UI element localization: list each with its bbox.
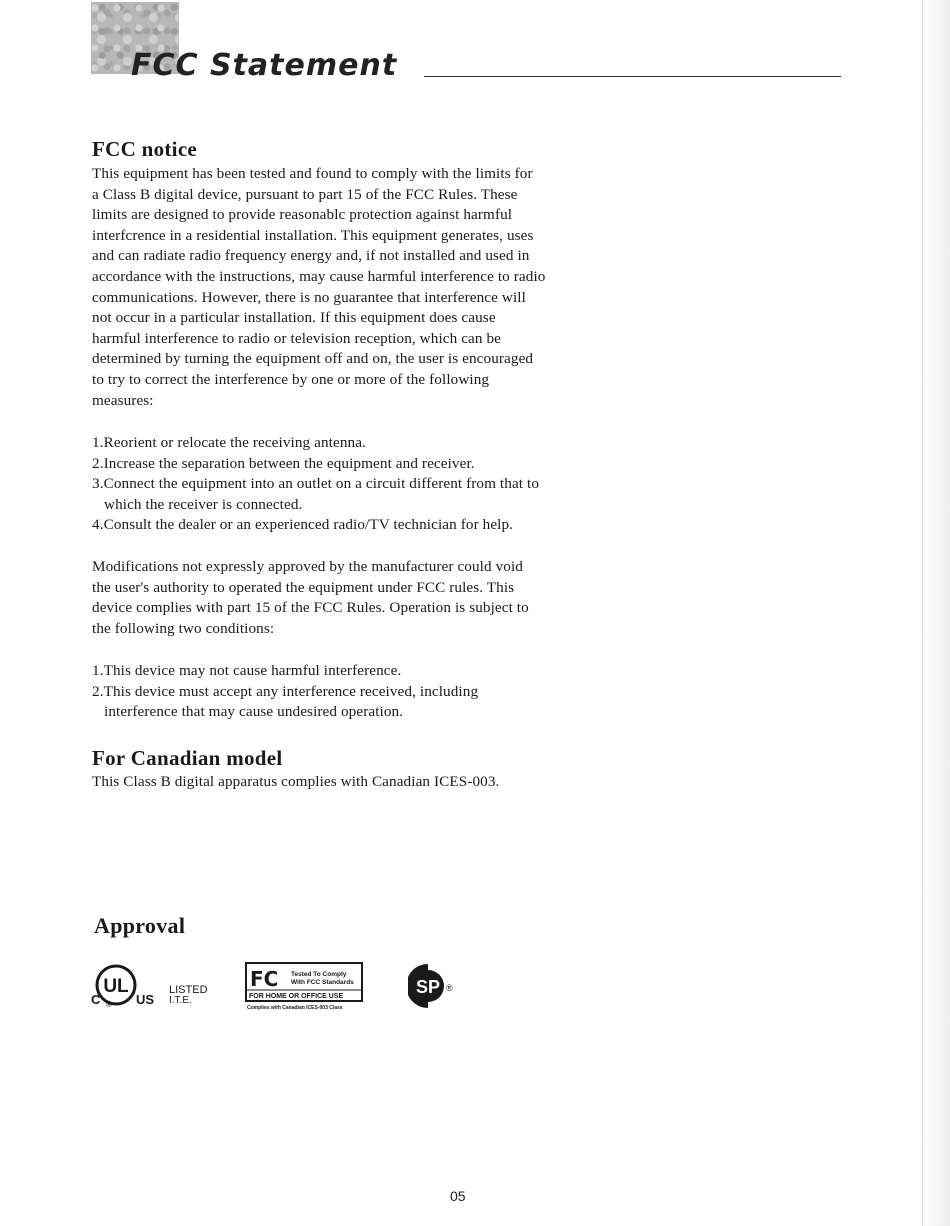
ul-listed-logo	[90, 960, 210, 1014]
canadian-heading: For Canadian model	[92, 746, 283, 770]
text-line: the user's authority to operated the equipment under FCC rules. This	[92, 578, 515, 596]
fcc-notice-heading: FCC notice	[92, 137, 198, 161]
csa-logo	[408, 962, 458, 1010]
ul-c-text: C	[91, 992, 101, 1007]
text-line: the following two conditions:	[92, 619, 275, 637]
csa-mark-icon	[408, 962, 458, 1010]
fcc-notice-paragraph	[92, 164, 545, 411]
text-line: limits are designed to provide reasonablc protection against harmful	[92, 206, 513, 224]
conditions-list	[92, 661, 478, 723]
list-item-continuation: interference that may cause undesired operation.	[104, 703, 404, 721]
text-line: accordance with the instructions, may cause harmful interference to radio	[92, 267, 546, 285]
ul-listed-text: LISTED	[169, 984, 208, 996]
ul-mark-icon	[90, 960, 210, 1014]
text-line: measures:	[92, 391, 154, 409]
canadian-paragraph	[92, 772, 499, 793]
list-item: 2.This device must accept any interference received, including	[92, 682, 479, 700]
text-line: This equipment has been tested and found to comply with the limits for	[92, 165, 533, 182]
text-line: This Class B digital apparatus complies with Canadian ICES-003.	[92, 773, 500, 790]
header-rule	[424, 76, 841, 77]
csa-registered-text: ®	[446, 983, 453, 993]
measures-list	[92, 433, 539, 536]
fcc-compliance-logo	[245, 962, 365, 1012]
list-item: 4.Consult the dealer or an experienced radio/TV technician for help.	[92, 516, 514, 534]
fcc-mark-icon	[245, 962, 365, 1012]
modifications-paragraph	[92, 557, 529, 639]
list-item: 1.Reorient or relocate the receiving antenna.	[92, 434, 366, 451]
text-line: to try to correct the interference by one or more of the following	[92, 370, 490, 388]
text-line: device complies with part 15 of the FCC Rules. Operation is subject to	[92, 599, 529, 617]
fcc-tested-text: Tested To Comply	[291, 971, 347, 978]
fcc-home-office-text: FOR HOME OR OFFICE USE	[249, 993, 344, 1000]
fcc-mark-text: FC	[250, 967, 279, 991]
text-line: harmful interference to radio or television reception, which can be	[92, 329, 501, 347]
page-edge-shadow	[920, 0, 950, 1226]
list-item: 3.Connect the equipment into an outlet on a circuit different from that to	[92, 475, 540, 493]
text-line: communications. However, there is no guarantee that interference will	[92, 288, 526, 306]
text-line: Modifications not expressly approved by the manufacturer could void	[92, 558, 523, 575]
ul-mark-text: UL	[103, 976, 129, 997]
ul-ite-text: I.T.E.	[169, 995, 192, 1006]
text-line: determined by turning the equipment off and on, the user is encouraged	[92, 350, 534, 368]
list-item: 2.Increase the separation between the equipment and receiver.	[92, 454, 475, 472]
text-line: a Class B digital device, pursuant to part 15 of the FCC Rules. These	[92, 185, 518, 203]
list-item-continuation: which the receiver is connected.	[104, 495, 303, 513]
fcc-canadian-text: Complies with Canadian ICES-003 Class	[247, 1005, 343, 1011]
ul-registered-text: ®	[106, 1000, 112, 1009]
text-line: and can radiate radio frequency energy and, if not installed and used in	[92, 247, 530, 265]
fcc-standards-text: With FCC Standards	[291, 979, 354, 986]
page-number: 05	[450, 1188, 466, 1204]
text-line: not occur in a particular installation. If this equipment does cause	[92, 309, 496, 327]
approval-heading: Approval	[94, 913, 186, 938]
list-item: 1.This device may not cause harmful interference.	[92, 662, 402, 679]
page-title: FCC Statement	[131, 48, 398, 83]
csa-mark-text: SP	[415, 977, 441, 997]
text-line: interfcrence in a residential installation. This equipment generates, uses	[92, 226, 534, 244]
ul-us-text: US	[136, 992, 155, 1007]
